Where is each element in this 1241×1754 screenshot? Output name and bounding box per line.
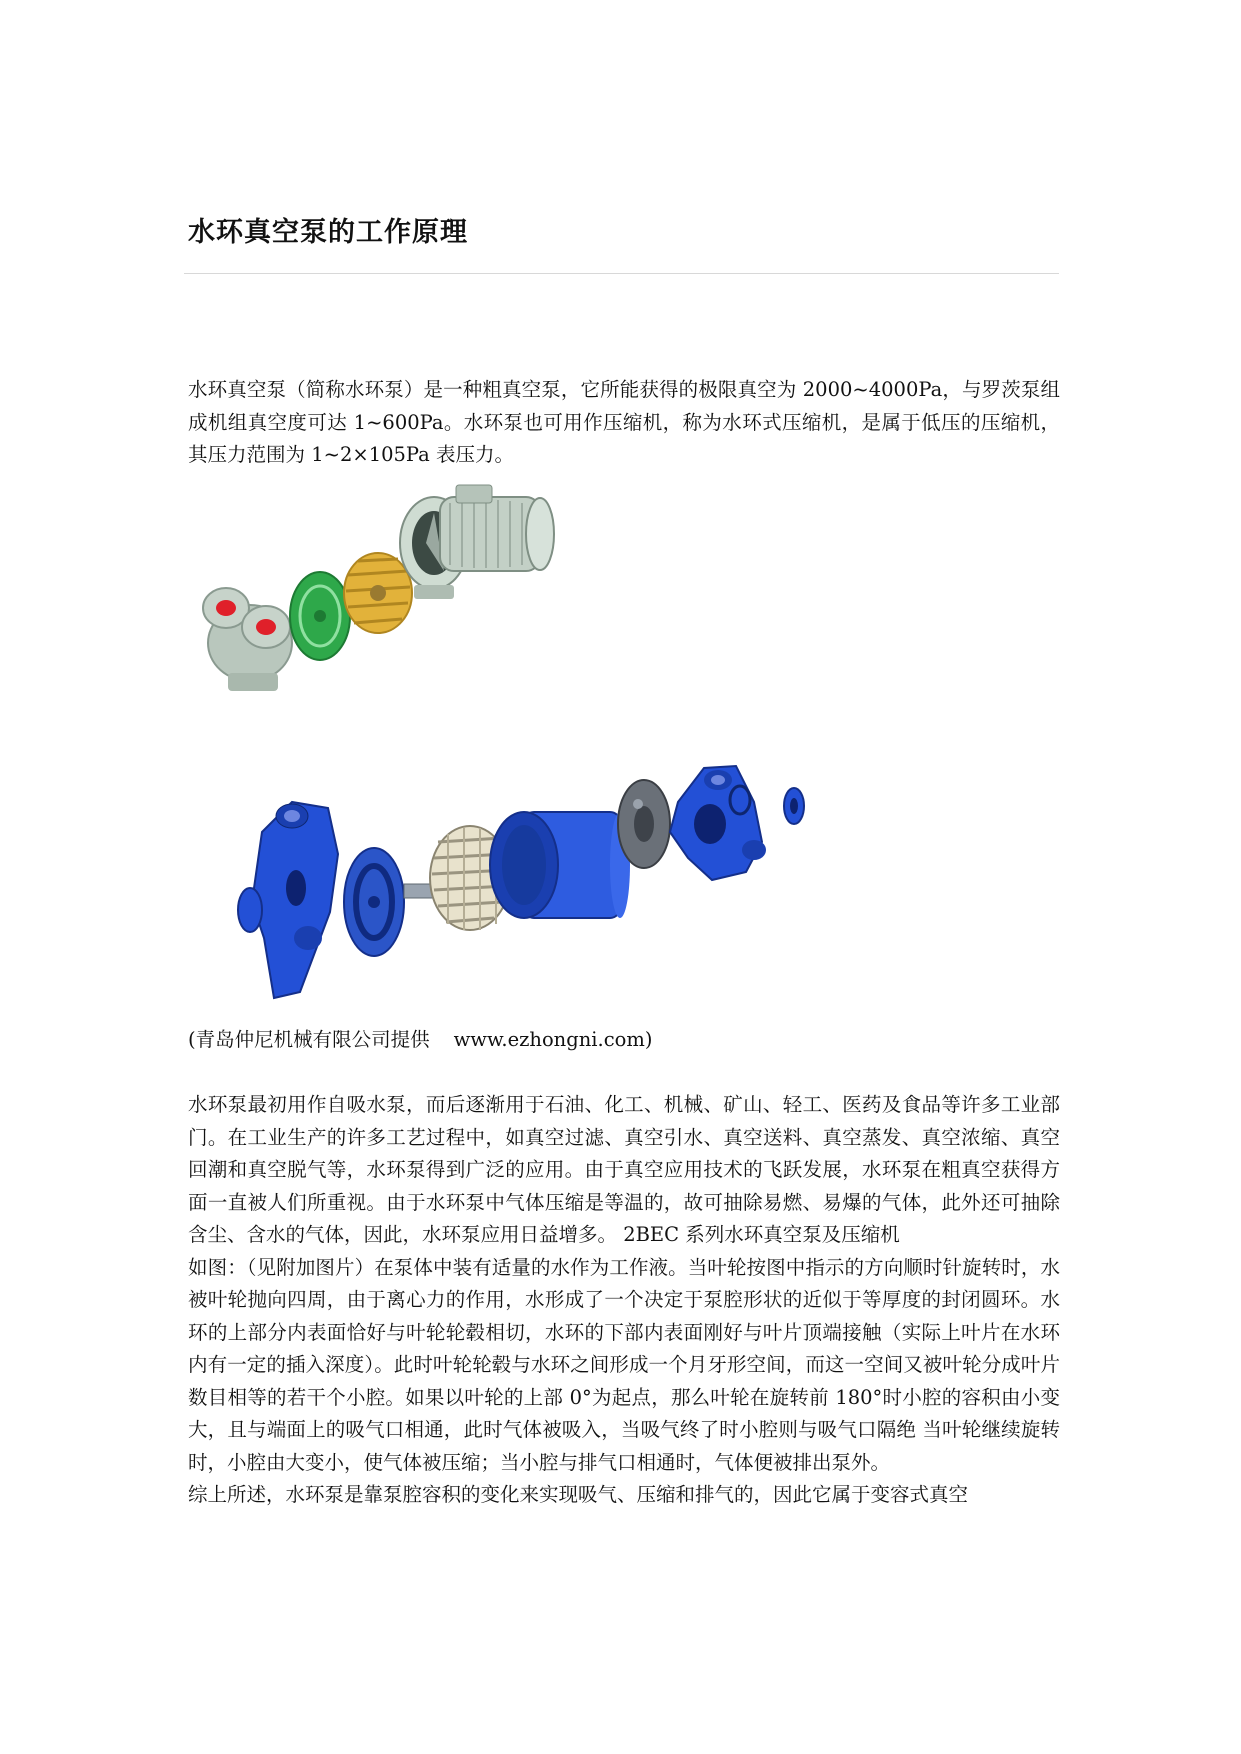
pump-figure-green bbox=[188, 483, 560, 710]
blue-pump-casing-right bbox=[670, 766, 804, 880]
caption-company: (青岛仲尼机械有限公司提供 bbox=[188, 1028, 430, 1051]
body-paragraph-3: 综上所述，水环泵是靠泵腔容积的变化来实现吸气、压缩和排气的，因此它属于变容式真空 bbox=[188, 1483, 969, 1506]
body-text bbox=[188, 1089, 1060, 1512]
blue-end-disc-left bbox=[344, 848, 404, 956]
green-pump-casing bbox=[203, 588, 292, 691]
yellow-impeller bbox=[344, 553, 412, 633]
gray-end-plate bbox=[618, 780, 670, 868]
blue-pump-casing-left bbox=[238, 802, 338, 998]
title-divider bbox=[184, 273, 1059, 274]
intro-paragraph: 水环真空泵（简称水环泵）是一种粗真空泵，它所能获得的极限真空为 2000~4000Pa，与罗茨泵组成机组真空度可达 1~600Pa。水环泵也可用作压缩机，称为水环式压缩机，是属于低压的压缩机，其压力范围为 1~2×105Pa 表压力。 bbox=[188, 378, 1060, 466]
figure-caption bbox=[188, 1024, 652, 1052]
page-title: 水环真空泵的工作原理 bbox=[188, 217, 468, 248]
body-paragraph-2: 如图：（见附加图片）在泵体中装有适量的水作为工作液。当叶轮按图中指示的方向顺时针旋转时，水被叶轮抛向四周，由于离心力的作用，水形成了一个决定于泵腔形状的近似于等厚度的封闭圆环。水环的上部分内表面恰好与叶轮轮毂相切，水环的下部内表面刚好与叶片顶端接触（实际上叶片在水环内有一定的插入深度）。此时叶轮轮毂与水环之间形成一个月牙形空间，而这一空间又被叶轮分成叶片数目相等的若干个小腔。如果以叶轮的上部 0°为起点，那么叶轮在旋转前 180°时小腔的容积由小变大，且与端面上的吸气口相通，此时气体被吸入，当吸气终了时小腔则与吸气口隔绝 当叶轮继续旋转时，小腔由大变小，使气体被压缩；当小腔与排气口相通时，气体便被排出泵外。 bbox=[188, 1255, 1060, 1474]
green-motor bbox=[400, 485, 554, 599]
blue-pump-housing bbox=[490, 812, 630, 918]
pump-figure-blue bbox=[234, 762, 848, 1007]
caption-url[interactable]: www.ezhongni.com) bbox=[453, 1028, 653, 1051]
green-end-disc bbox=[290, 572, 350, 660]
body-paragraph-1: 水环泵最初用作自吸水泵，而后逐渐用于石油、化工、机械、矿山、轻工、医药及食品等许多工业部门。在工业生产的许多工艺过程中，如真空过滤、真空引水、真空送料、真空蒸发、真空浓缩、真空回潮和真空脱气等，水环泵得到广泛的应用。由于真空应用技术的飞跃发展，水环泵在粗真空获得方面一直被人们所重视。由于水环泵中气体压缩是等温的，故可抽除易燃、易爆的气体，此外还可抽除含尘、含水的气体，因此，水环泵应用日益增多。 2BEC 系列水环真空泵及压缩机 bbox=[188, 1093, 1060, 1246]
